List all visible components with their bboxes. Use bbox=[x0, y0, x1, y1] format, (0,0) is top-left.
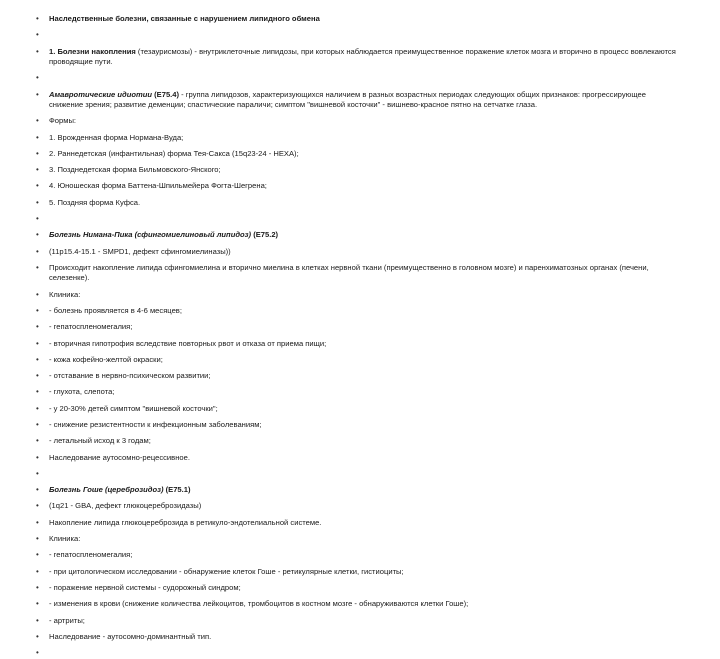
niemann-code: (E75.2) bbox=[251, 230, 279, 240]
clinic-item: • - вторичная гипотрофия вследствие повторных рвот и отказа от приема пищи; bbox=[36, 339, 680, 349]
clinic-item: • - снижение резистентности к инфекционным заболеваниям; bbox=[36, 420, 680, 430]
gaucher-inheritance: • Наследование - аутосомно-доминантный тип. bbox=[36, 632, 680, 642]
clinic-item: • - болезнь проявляется в 4-6 месяцев; bbox=[36, 306, 680, 316]
section1-description: (тезаурисмозы) - внутриклеточные липидозы, при которых наблюдается преимущественное поражение клеток мозга и вторично в процесс вовлекаются проводящие пути. bbox=[49, 46, 676, 66]
gaucher-clinic-label: • Клиника: bbox=[36, 534, 680, 544]
slide-title bbox=[36, 14, 680, 24]
niemann-pick-heading bbox=[36, 230, 680, 240]
form-item: • 2. Раннедетская (инфантильная) форма Тея-Сакса (15q23-24 - HEXA); bbox=[36, 149, 680, 159]
niemann-description: • Происходит накопление липида сфингомиелина и вторично миелина в клетках нервной ткани (преимущественно в головном мозге) и паренхиматозных органах (печени, селезенке). bbox=[36, 263, 680, 284]
niemann-title: Болезнь Нимана-Пика (сфингомиелиновый липидоз) bbox=[49, 230, 252, 240]
gaucher-heading bbox=[36, 485, 680, 495]
empty-bullet bbox=[36, 214, 680, 224]
clinic-item: • - летальный исход к 3 годам; bbox=[36, 436, 680, 446]
empty-bullet bbox=[36, 30, 680, 40]
gaucher-description: • Накопление липида глюкоцереброзида в ретикуло-эндотелиальной системе. bbox=[36, 518, 680, 528]
gaucher-gene: • (1q21 - GBA, дефект глюкоцереброзидазы) bbox=[36, 501, 680, 511]
niemann-gene: • (11p15.4-15.1 - SMPD1, дефект сфингомиелиназы)) bbox=[36, 247, 680, 257]
form-item: • 3. Позднедетская форма Бильмовского-Янского; bbox=[36, 165, 680, 175]
gaucher-title: Болезнь Гоше (цереброзидоз) bbox=[49, 485, 164, 495]
niemann-clinic-label: • Клиника: bbox=[36, 290, 680, 300]
empty-bullet bbox=[36, 73, 680, 83]
forms-label: • Формы: bbox=[36, 116, 680, 126]
clinic-item: • - отставание в нервно-психическом развитии; bbox=[36, 371, 680, 381]
clinic-item: • - артриты; bbox=[36, 616, 680, 626]
clinic-item: • - глухота, слепота; bbox=[36, 387, 680, 397]
clinic-item: • - кожа кофейно-желтой окраски; bbox=[36, 355, 680, 365]
clinic-item: • - гепатоспленомегалия; bbox=[36, 550, 680, 560]
empty-bullet bbox=[36, 648, 680, 658]
amaurotic-idiocy bbox=[36, 90, 680, 111]
form-item: • 1. Врожденная форма Нормана-Вуда; bbox=[36, 133, 680, 143]
form-item: • 5. Поздняя форма Куфса. bbox=[36, 198, 680, 208]
empty-bullet bbox=[36, 469, 680, 479]
title-text: Наследственные болезни, связанные с нарушением липидного обмена bbox=[49, 14, 320, 23]
clinic-item: • - гепатоспленомегалия; bbox=[36, 322, 680, 332]
amaurotic-text: - группа липидозов, характеризующихся наличием в разных возрастных периодах следующих общих признаков: прогрессирующее снижение зрения; развитие деменции; спастические параличи; симптом "вишневой косточки" - вишнево-красное пятно на сетчатке глаза. bbox=[49, 89, 646, 109]
clinic-item: • - поражение нервной системы - судорожный синдром; bbox=[36, 583, 680, 593]
bullet-list bbox=[36, 14, 680, 659]
amaurotic-title: Амавротические идиотии bbox=[49, 89, 153, 99]
amaurotic-code: (E75.4) bbox=[152, 89, 180, 99]
section-diseases-accumulation bbox=[36, 47, 680, 68]
clinic-item: • - у 20-30% детей симптом "вишневой косточки"; bbox=[36, 404, 680, 414]
gaucher-code: (E75.1) bbox=[163, 485, 191, 495]
clinic-item: • - при цитологическом исследовании - обнаружение клеток Гоше - ретикулярные клетки, гистиоциты; bbox=[36, 567, 680, 577]
section1-heading: 1. Болезни накопления bbox=[49, 46, 136, 56]
niemann-inheritance: • Наследование аутосомно-рецессивное. bbox=[36, 453, 680, 463]
clinic-item: • - изменения в крови (снижение количества лейкоцитов, тромбоцитов в костном мозге - обнаруживаются клетки Гоше); bbox=[36, 599, 680, 609]
form-item: • 4. Юношеская форма Баттена-Шпильмейера Фогта-Шегрена; bbox=[36, 181, 680, 191]
